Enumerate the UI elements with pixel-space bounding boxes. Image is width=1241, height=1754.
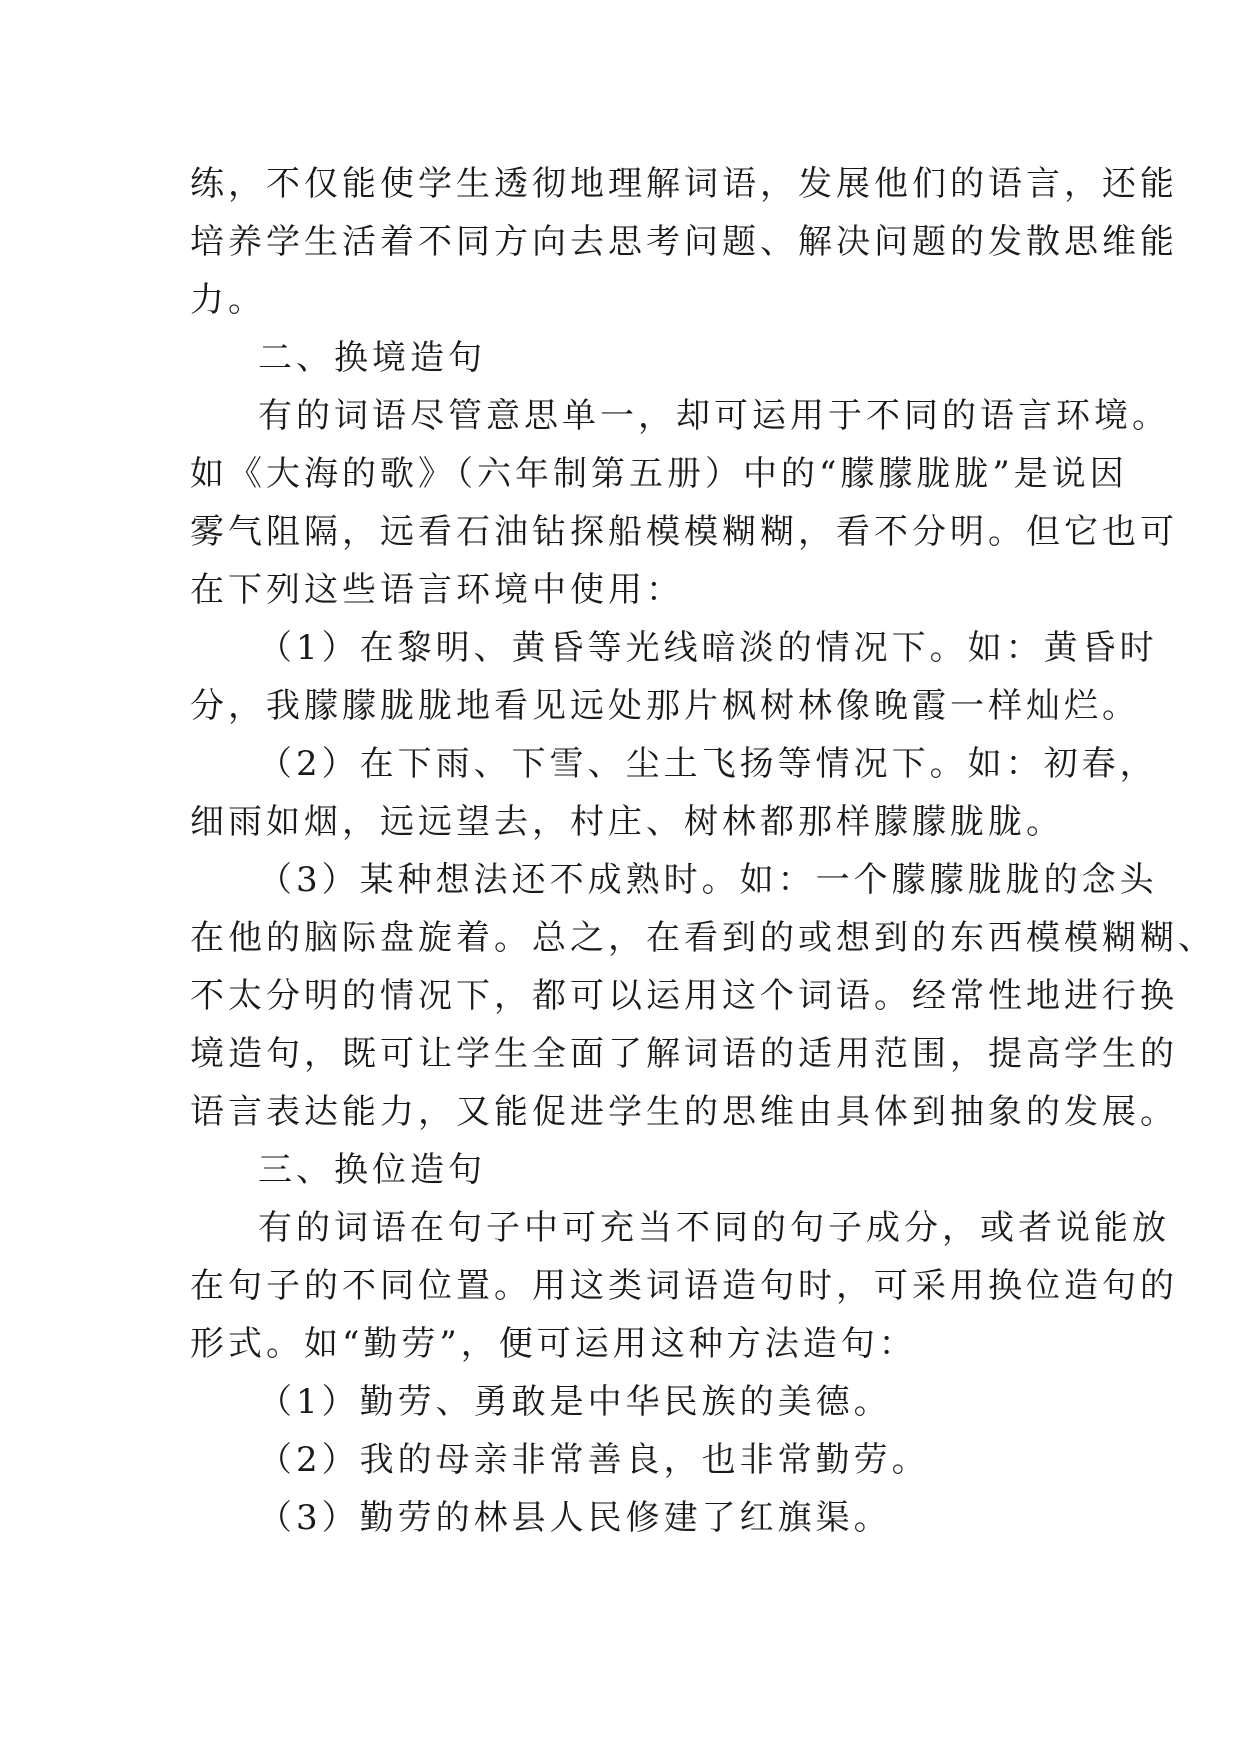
text-line: 练，不仅能使学生透彻地理解词语，发展他们的语言，还能 [190, 164, 1178, 204]
text-line: 力。 [190, 280, 266, 320]
text-line: 不太分明的情况下，都可以运用这个词语。经常性地进行换 [190, 976, 1178, 1016]
text-line: 细雨如烟，远远望去，村庄、树林都那样朦朦胧胧。 [190, 802, 1064, 842]
example-sentence: （3）勤劳的林县人民修建了红旗渠。 [258, 1498, 892, 1538]
document-body [190, 155, 1216, 1547]
text-line: 在他的脑际盘旋着。总之，在看到的或想到的东西模模糊糊、 [190, 918, 1216, 958]
text-line: 境造句，既可让学生全面了解词语的适用范围，提高学生的 [190, 1034, 1178, 1074]
section-heading: 三、换位造句 [258, 1150, 486, 1190]
example-sentence: （1）勤劳、勇敢是中华民族的美德。 [258, 1382, 892, 1422]
text-line: （2）在下雨、下雪、尘土飞扬等情况下。如：初春， [258, 744, 1158, 784]
text-line: 分，我朦朦胧胧地看见远处那片枫树林像晚霞一样灿烂。 [190, 686, 1140, 726]
text-line: 语言表达能力，又能促进学生的思维由具体到抽象的发展。 [190, 1092, 1178, 1132]
text-line: 有的词语在句子中可充当不同的句子成分，或者说能放 [258, 1208, 1170, 1248]
text-line: 形式。如“勤劳”，便可运用这种方法造句： [190, 1324, 917, 1364]
text-line: （3）某种想法还不成熟时。如：一个朦朦胧胧的念头 [258, 860, 1158, 900]
text-line: 在下列这些语言环境中使用： [190, 570, 684, 610]
text-line: 培养学生活着不同方向去思考问题、解决问题的发散思维能 [190, 222, 1178, 262]
text-line: （1）在黎明、黄昏等光线暗淡的情况下。如：黄昏时 [258, 628, 1158, 668]
section-heading: 二、换境造句 [258, 338, 486, 378]
text-line: 雾气阻隔，远看石油钻探船模模糊糊，看不分明。但它也可 [190, 512, 1178, 552]
text-line: 有的词语尽管意思单一，却可运用于不同的语言环境。 [258, 396, 1170, 436]
example-sentence: （2）我的母亲非常善良，也非常勤劳。 [258, 1440, 930, 1480]
text-line: 如《大海的歌》（六年制第五册）中的“朦朦胧胧”是说因 [190, 454, 1128, 494]
text-line: 在句子的不同位置。用这类词语造句时，可采用换位造句的 [190, 1266, 1178, 1306]
